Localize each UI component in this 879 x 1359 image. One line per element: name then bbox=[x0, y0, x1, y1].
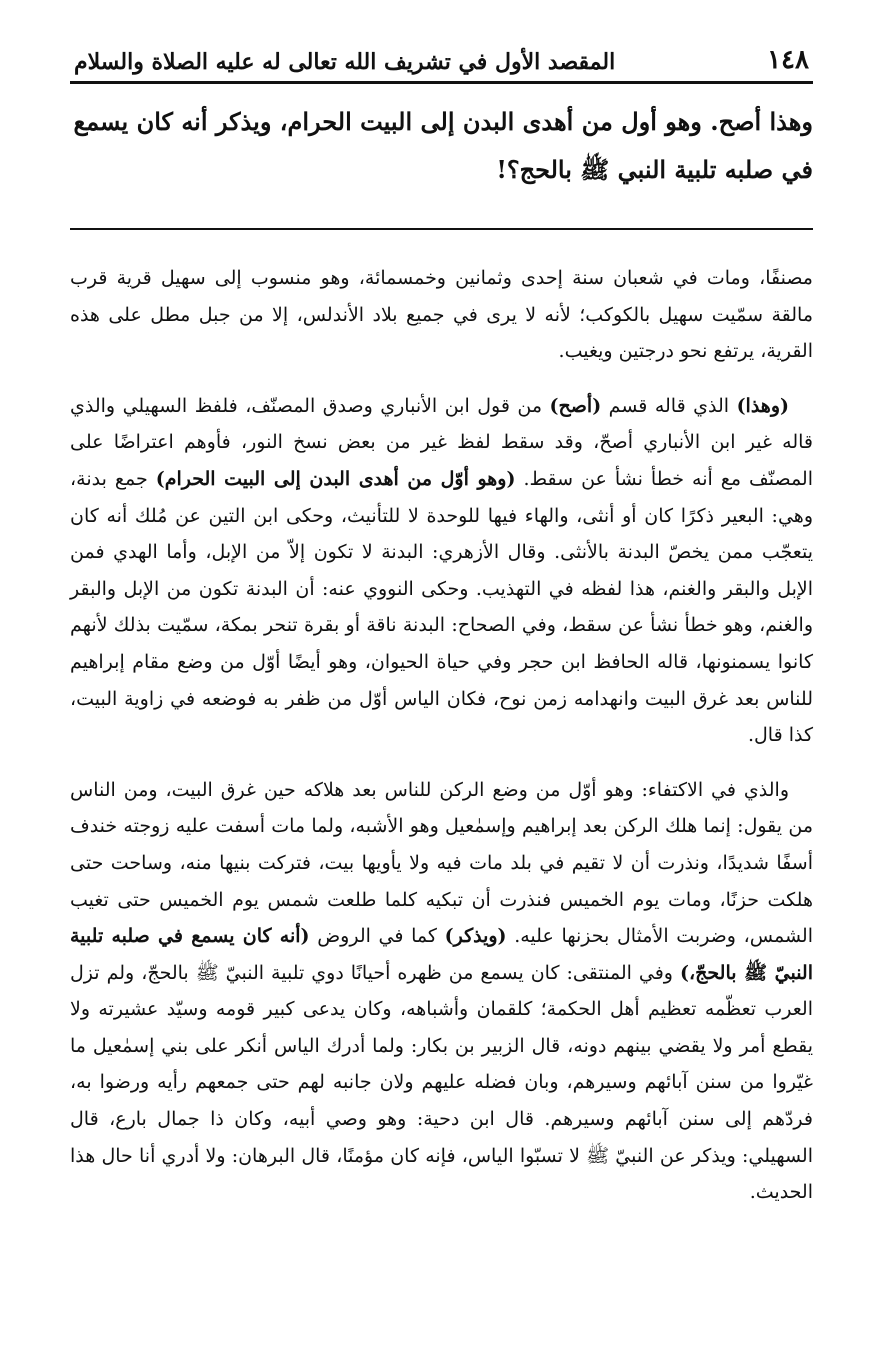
quoted-matn: (وهو أوّل من أهدى البدن إلى البيت الحرام) bbox=[155, 467, 516, 490]
matn-line: في صلبه تلبية النبي ﷺ بالحج؟! bbox=[496, 155, 813, 184]
commentary-text: والذي في الاكتفاء: وهو أوّل من وضع الركن للناس بعد هلاكه حين غرق البيت، ومن الناس من يقول: إنما هلك الركن بعد إبراهيم وإسمٰعيل وهو الأشبه، ولما مات أسفت عليه زوجته خندف أسفًا شديدًا، ونذرت أن لا تقيم في بلد مات فيه ولا يأويها بيت، فتركت بنيها منه، وساحت حتى هلكت حزنًا، ومات يوم الخميس فنذرت أن تبكيه كلما طلعت شمس يوم الخميس حتى تغيب الشمس، وضربت الأمثال بحزنها عليه. bbox=[70, 778, 814, 948]
commentary-paragraph bbox=[70, 772, 813, 1211]
matn-line: وهذا أصح. وهو أول من أهدى البدن إلى البيت الحرام، ويذكر أنه كان يسمع bbox=[73, 107, 813, 136]
commentary-block bbox=[70, 260, 813, 1211]
commentary-text: الذي قاله قسم bbox=[601, 394, 737, 417]
quoted-matn: (ويذكر) bbox=[444, 925, 507, 948]
running-header bbox=[70, 38, 813, 84]
matn-text-block bbox=[70, 98, 813, 194]
commentary-text: من قول ابن الأنباري وصدق المصنّف، فلفظ السهيلي والذي قاله غير ابن الأنباري أصحّ، وقد سقط لفظ غير من بعض نسخ النور، فأوهم اعتراضًا على المصنّف مع أنه خطأ نشأ عن سقط. bbox=[70, 394, 813, 490]
page-number: ١٤٨ bbox=[767, 45, 809, 75]
commentary-text: جمع بدنة، وهي: البعير ذكرًا كان أو أنثى، والهاء فيها للوحدة لا للتأنيث، وحكى ابن التين عن مُلك أنه كان يتعجّب ممن يخصّ البدنة بالأنثى. وقال الأزهري: البدنة لا تكون إلاّ من الإبل، وأما الهدي فمن الإبل والبقر والغنم، هذا لفظه في التهذيب. وحكى النووي عنه: أن البدنة تكون من الإبل والبقر والغنم، وهو خطأ نشأ عن سقط، وفي الصحاح: البدنة ناقة أو بقرة تنحر بمكة، سمّيت بذلك لأنهم كانوا يسمنونها، قاله الحافظ ابن حجر وفي حياة الحيوان، وهو أيضًا أوّل من وضع مقام إبراهيم للناس بعد غرق البيت وانهدامه زمن نوح، فكان الياس أوّل من ظفر به فوضعه في زاوية البيت، كذا قال. bbox=[70, 467, 813, 747]
running-title: المقصد الأول في تشريف الله تعالى له عليه الصلاة والسلام bbox=[74, 49, 616, 75]
commentary-text: مصنفًا، ومات في شعبان سنة إحدى وثمانين وخمسمائة، وهو منسوب إلى سهيل قرية قرب مالقة سمّيت سهيل بالكوكب؛ لأنه لا يرى في جميع بلاد الأندلس، إلا من جبل مطل على هذه القرية، يرتفع نحو درجتين ويغيب. bbox=[70, 267, 813, 363]
commentary-text: وفي المنتقى: كان يسمع من ظهره أحيانًا دوي تلبية النبيّ ﷺ بالحجّ، ولم تزل العرب تعظّمه تعظيم أهل الحكمة؛ كلقمان وأشباهه، وكان يدعى كبير قومه وسيّد عشيرته ولا يقطع أمر ولا يقضي بينهم دونه، قال الزبير بن بكار: ولما أدرك الياس أنكر على بني إسمٰعيل ما غيّروا من سنن آبائهم وسيرهم، وبان فضله عليهم ولان جانبه لهم حتى جمعهم رأيه ورضوا به، فردّهم إلى سنن آبائهم وسيرهم. قال ابن دحية: وهو وصي أبيه، وكان ذا جمال بارع، قال السهيلي: ويذكر عن النبيّ ﷺ لا تسبّوا الياس، فإنه كان مؤمنًا، قال البرهان: ولا أدري أنا حال هذا الحديث. bbox=[70, 961, 813, 1204]
commentary-paragraph bbox=[70, 388, 813, 754]
quoted-matn: (أنه كان يسمع في صلبه تلبية النبيّ ﷺ بالحجّ،) bbox=[70, 925, 813, 984]
quoted-matn: (وهذا) bbox=[736, 394, 789, 417]
commentary-text: كما في الروض bbox=[309, 925, 445, 948]
quoted-matn: (أصح) bbox=[549, 394, 602, 417]
commentary-paragraph bbox=[70, 260, 813, 370]
separator-rule bbox=[70, 228, 813, 230]
